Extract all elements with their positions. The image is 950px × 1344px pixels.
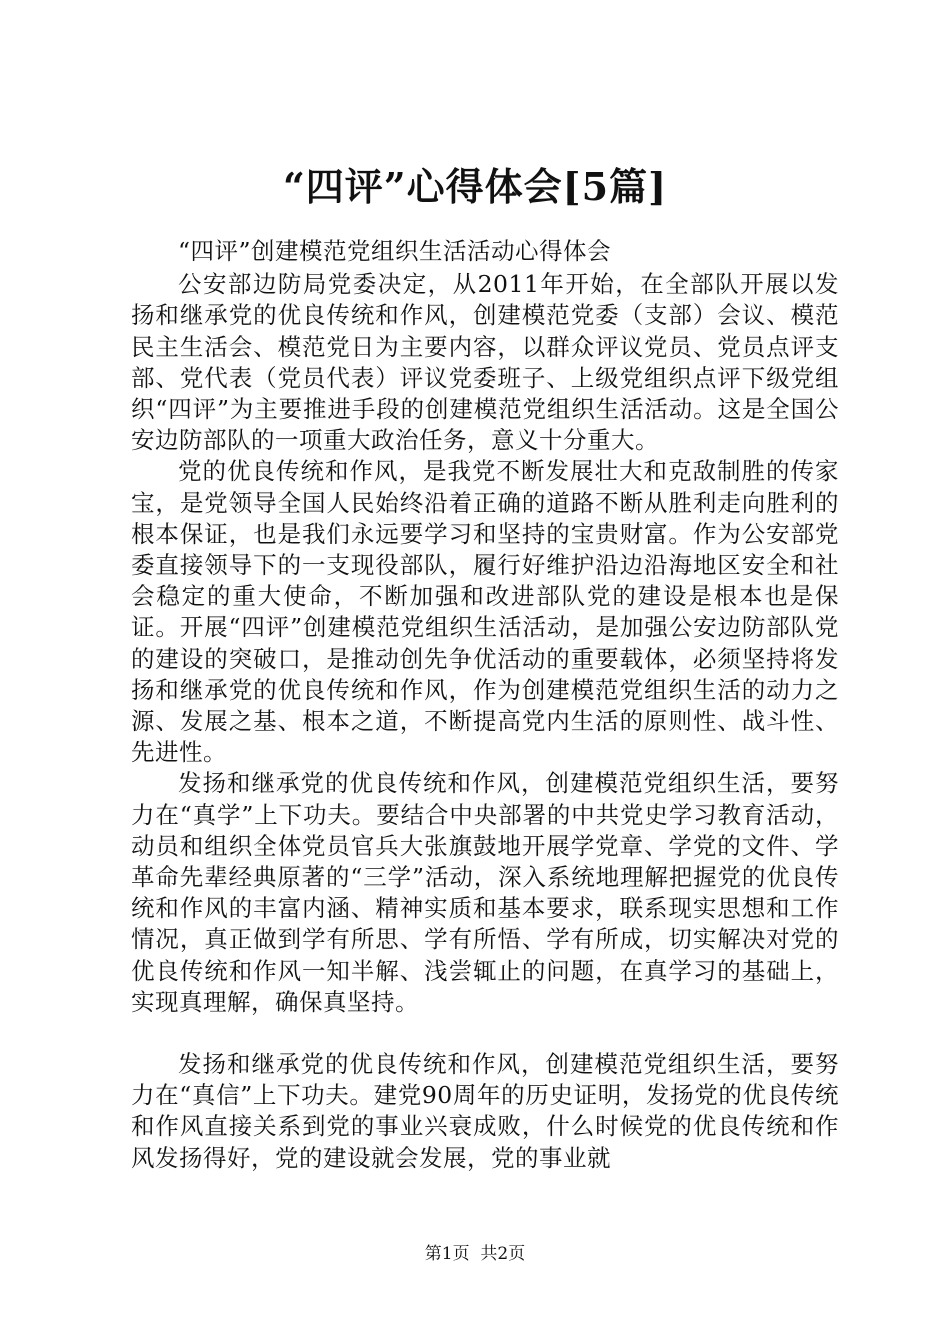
- page-footer: [0, 1242, 950, 1266]
- paragraph-3: 发扬和继承党的优良传统和作风，创建模范党组织生活，要努力在“真学”上下功夫。要结合中央部署的中共党史学习教育活动，动员和组织全体党员官兵大张旗鼓地开展学党章、学党的文件、学革命先辈经典原著的“三学”活动，深入系统地理解把握党的优良传统和作风的丰富内涵、精神实质和基本要求，联系现实思想和工作情况，真正做到学有所思、学有所悟、学有所成，切实解决对党的优良传统和作风一知半解、浅尝辄止的问题，在真学习的基础上，实现真理解，确保真坚持。: [131, 769, 839, 1016]
- document-body: [131, 236, 839, 1174]
- paragraph-spacer: [131, 1018, 839, 1049]
- page-number-label: 第1页 共2页: [424, 1244, 526, 1264]
- paragraph-1: 公安部边防局党委决定，从2011年开始，在全部队开展以发扬和继承党的优良传统和作风，创建模范党委（支部）会议、模范民主生活会、模范党日为主要内容，以群众评议党员、党员点评支部、党代表（党员代表）评议党委班子、上级党组织点评下级党组织“四评”为主要推进手段的创建模范党组织生活活动。这是全国公安边防部队的一项重大政治任务，意义十分重大。: [131, 270, 839, 455]
- paragraph-4: 发扬和继承党的优良传统和作风，创建模范党组织生活，要努力在“真信”上下功夫。建党90周年的历史证明，发扬党的优良传统和作风直接关系到党的事业兴衰成败，什么时候党的优良传统和作风发扬得好，党的建设就会发展，党的事业就: [131, 1050, 839, 1172]
- document-title: “四评”心得体会[5篇]: [282, 164, 668, 209]
- paragraph-2: 党的优良传统和作风，是我党不断发展壮大和克敌制胜的传家宝，是党领导全国人民始终沿着正确的道路不断从胜利走向胜利的根本保证，也是我们永远要学习和坚持的宝贵财富。作为公安部党委直接领导下的一支现役部队，履行好维护沿边沿海地区安全和社会稳定的重大使命，不断加强和改进部队党的建设是根本也是保证。开展“四评”创建模范党组织生活活动，是加强公安边防部队党的建设的突破口，是推动创先争优活动的重要载体，必须坚持将发扬和继承党的优良传统和作风，作为创建模范党组织生活的动力之源、发展之基、根本之道，不断提高党内生活的原则性、战斗性、先进性。: [131, 457, 839, 767]
- document-subtitle: “四评”创建模范党组织生活活动心得体会: [178, 237, 612, 265]
